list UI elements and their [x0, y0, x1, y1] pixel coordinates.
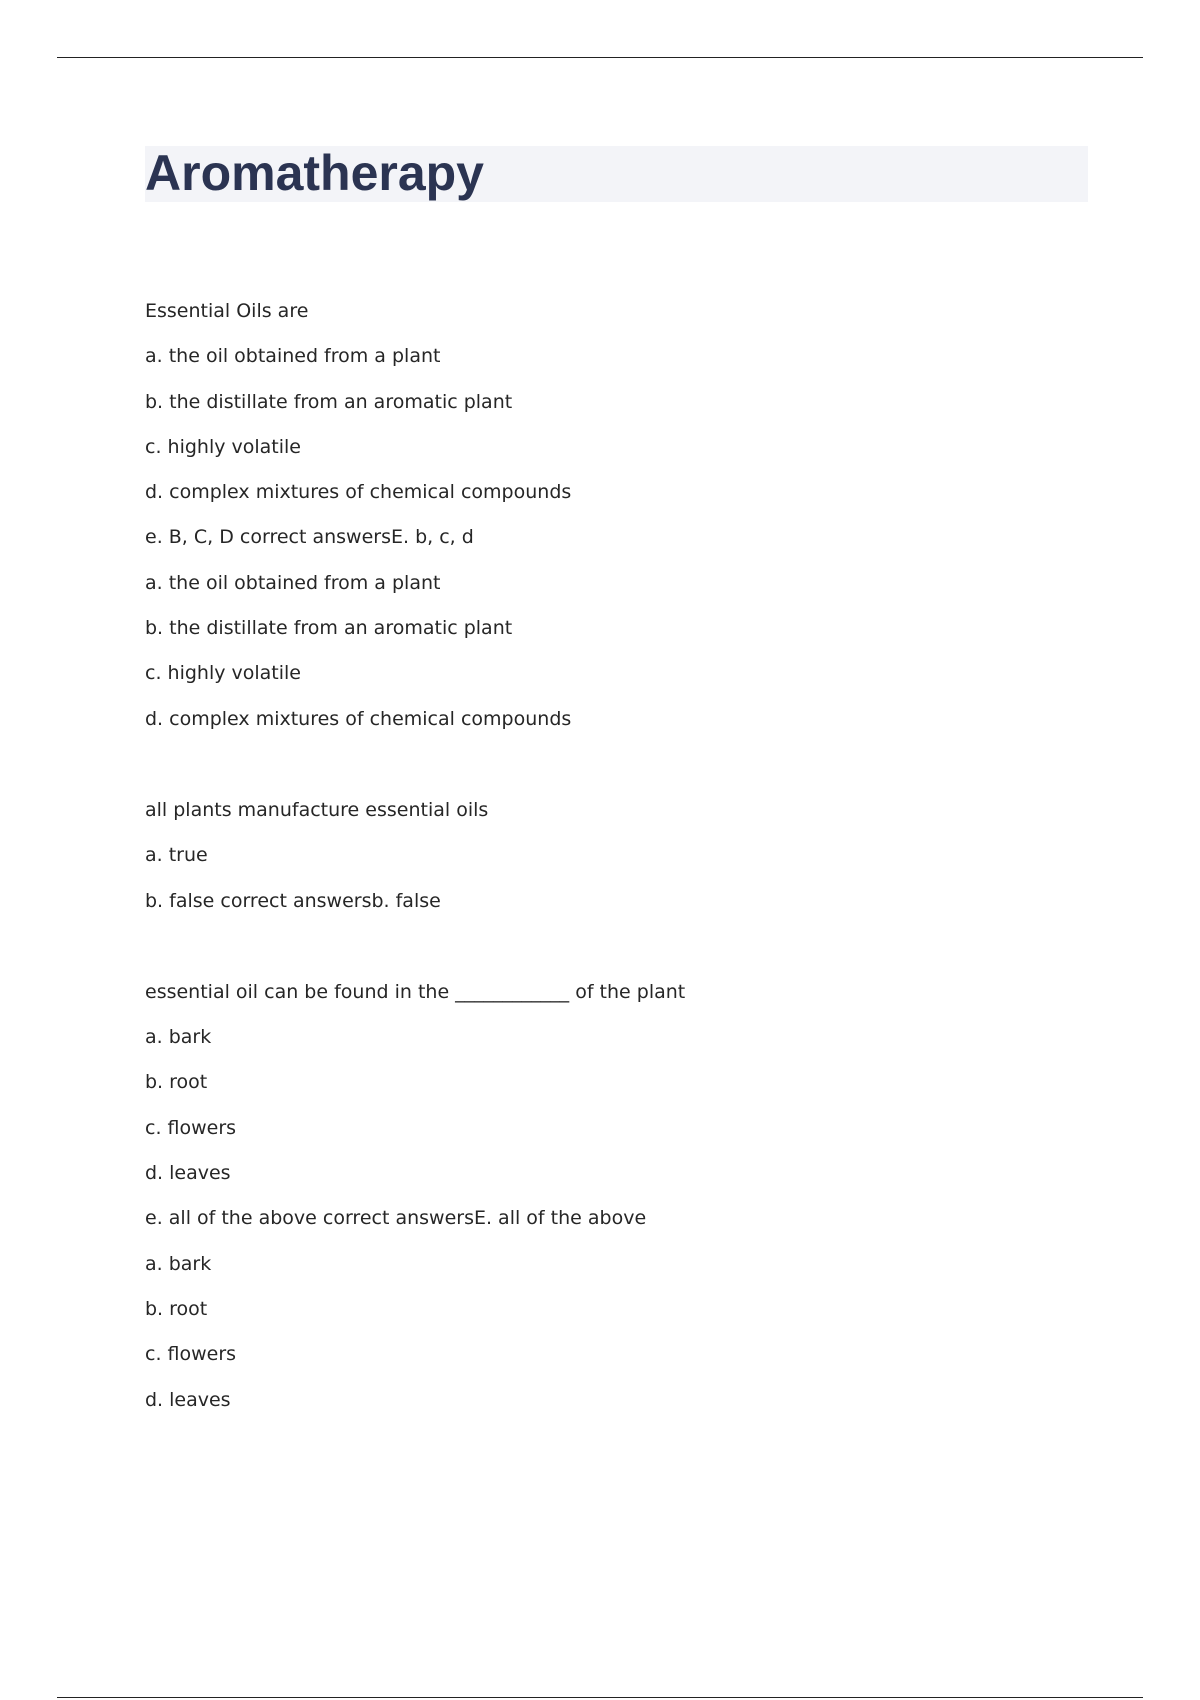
answer-option: d. leaves [145, 1388, 231, 1411]
footer-rule [57, 1697, 1143, 1698]
answer-option: d. complex mixtures of chemical compounds [145, 481, 572, 504]
answer-option: c. flowers [145, 1116, 237, 1139]
document-title: Aromatherapy [145, 145, 484, 201]
answer-option: b. the distillate from an aromatic plant [145, 617, 513, 640]
answer-option: d. leaves [145, 1162, 231, 1185]
header-rule [57, 57, 1143, 58]
document-body [145, 289, 1085, 1469]
answer-option: a. the oil obtained from a plant [145, 345, 441, 368]
answer-option: a. the oil obtained from a plant [145, 571, 441, 594]
question-text: all plants manufacture essential oils [145, 798, 489, 821]
question-all-plants [145, 788, 1085, 924]
answer-option: a. bark [145, 1252, 212, 1275]
answer-option: c. highly volatile [145, 662, 301, 685]
question-text: Essential Oils are [145, 300, 309, 322]
correct-answer-line: e. B, C, D correct answersE. b, c, d [145, 526, 474, 549]
question-essential-oils [145, 289, 1085, 742]
answer-option: d. complex mixtures of chemical compounds [145, 707, 572, 730]
answer-option: b. root [145, 1297, 208, 1320]
answer-option: c. highly volatile [145, 435, 301, 458]
answer-option: a. bark [145, 1026, 212, 1049]
question-text: essential oil can be found in the ____________ of the plant [145, 980, 686, 1003]
answer-option: b. root [145, 1071, 208, 1094]
answer-option: b. the distillate from an aromatic plant [145, 390, 513, 413]
question-plant-parts [145, 970, 1085, 1423]
correct-answer-line: e. all of the above correct answersE. all of the above [145, 1207, 647, 1230]
correct-answer-line: b. false correct answersb. false [145, 889, 441, 912]
answer-option: c. flowers [145, 1343, 237, 1366]
answer-option: a. true [145, 844, 208, 867]
